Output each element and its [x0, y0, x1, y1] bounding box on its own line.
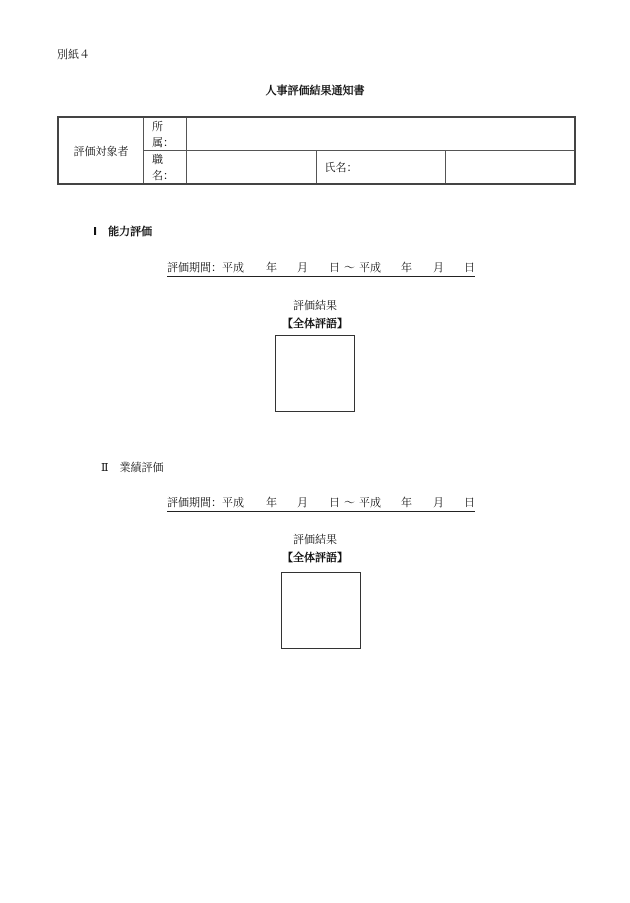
period-year-blank[interactable]: [244, 494, 266, 510]
affiliation-label: 所属：: [144, 117, 187, 151]
period-end-month-blank[interactable]: [412, 494, 433, 510]
period-day-unit: 日: [329, 496, 340, 509]
overall-rating-box-performance[interactable]: [281, 572, 361, 649]
result-label-performance: 評価結果: [293, 533, 337, 546]
period-start-era: 平成: [222, 261, 244, 274]
period-end-day-blank[interactable]: [444, 259, 464, 275]
affiliation-field[interactable]: [187, 117, 576, 151]
annex-label: 別紙４: [57, 48, 90, 61]
period-end-year-blank[interactable]: [381, 259, 401, 275]
overall-rating-label-performance: 【全体評語】: [282, 551, 348, 564]
period-end-era: 平成: [359, 496, 381, 509]
period-separator: ～: [344, 496, 355, 509]
period-end-year-blank[interactable]: [381, 494, 401, 510]
period-label: 評価期間：: [167, 496, 222, 509]
period-day-unit: 日: [329, 261, 340, 274]
evaluation-period-performance: [167, 494, 475, 512]
period-end-month-unit: 月: [433, 261, 444, 274]
period-separator: ～: [344, 261, 355, 274]
period-month-unit: 月: [297, 261, 308, 274]
section-heading-ability: Ⅰ 能力評価: [93, 225, 153, 238]
position-field[interactable]: [187, 151, 317, 185]
result-label-ability: 評価結果: [293, 299, 337, 312]
period-year-blank[interactable]: [244, 259, 266, 275]
period-end-year-unit: 年: [401, 496, 412, 509]
period-end-year-unit: 年: [401, 261, 412, 274]
period-start-era: 平成: [222, 496, 244, 509]
period-end-month-unit: 月: [433, 496, 444, 509]
position-label: 職名：: [144, 151, 187, 185]
name-label: 氏名：: [316, 151, 446, 185]
period-end-day-unit: 日: [464, 261, 475, 274]
period-year-unit: 年: [266, 496, 277, 509]
period-end-month-blank[interactable]: [412, 259, 433, 275]
document-title: 人事評価結果通知書: [265, 84, 365, 97]
period-end-day-blank[interactable]: [444, 494, 464, 510]
overall-rating-label-ability: 【全体評語】: [282, 317, 348, 330]
period-month-blank[interactable]: [277, 259, 297, 275]
target-header-cell: 評価対象者: [58, 117, 144, 184]
period-year-unit: 年: [266, 261, 277, 274]
period-day-blank[interactable]: [308, 259, 329, 275]
period-end-era: 平成: [359, 261, 381, 274]
name-field[interactable]: [446, 151, 576, 185]
overall-rating-box-ability[interactable]: [275, 335, 355, 412]
period-day-blank[interactable]: [308, 494, 329, 510]
evaluation-target-table: [57, 116, 576, 185]
section-heading-performance: Ⅱ 業績評価: [101, 461, 164, 474]
evaluation-period-ability: [167, 259, 475, 277]
period-month-blank[interactable]: [277, 494, 297, 510]
period-month-unit: 月: [297, 496, 308, 509]
period-label: 評価期間：: [167, 261, 222, 274]
period-end-day-unit: 日: [464, 496, 475, 509]
